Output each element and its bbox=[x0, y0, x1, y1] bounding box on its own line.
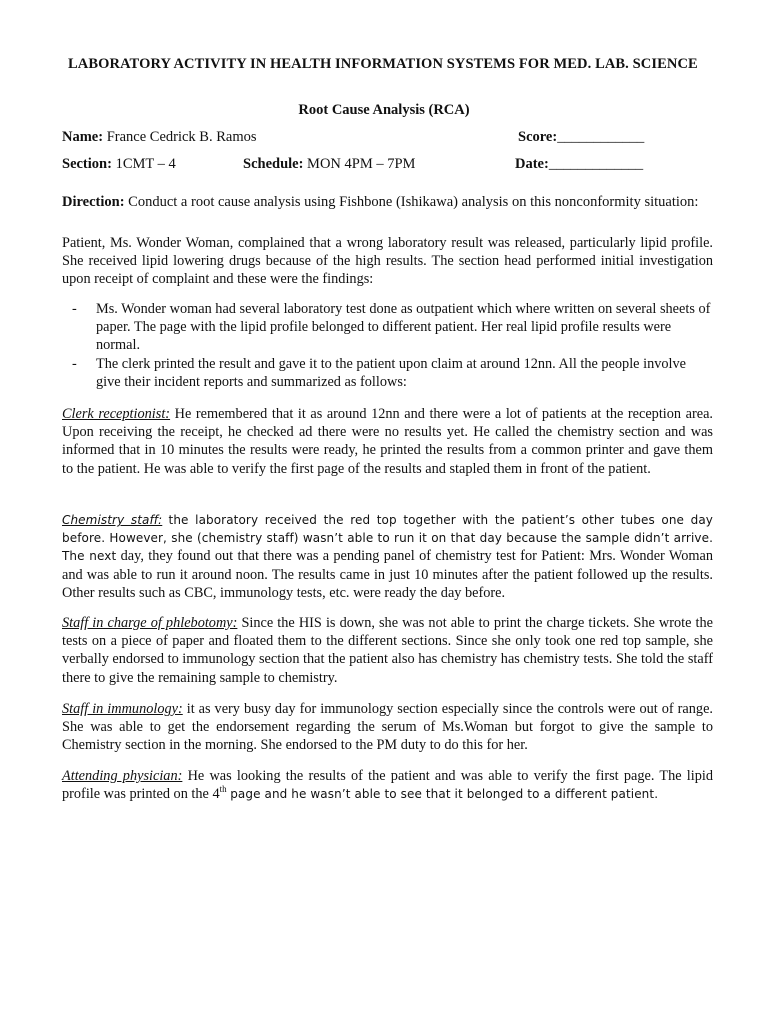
direction bbox=[62, 194, 698, 211]
report-text: it as very busy day for immunology section especially since the controls were out of range. She was able to get the endorsement regarding the serum of Ms.Woman but forgot to give the sample to Chemistry section in the morning. She endorsed to the PM duty to do this for her. bbox=[62, 701, 713, 754]
superscript: th bbox=[219, 784, 227, 795]
bullet-dash: - bbox=[72, 301, 77, 317]
report-text-a: the laboratory received the red top together with the patient’s other tubes one day before. However, she (chemistry staff) wasn’t able to run it on that day because the sample didn’t arrive. The next bbox=[62, 513, 713, 564]
name-value: France Cedrick B. Ramos bbox=[106, 129, 257, 145]
finding-item bbox=[62, 355, 713, 391]
schedule-label: Schedule: bbox=[243, 156, 304, 172]
findings-list bbox=[62, 300, 713, 391]
report-text-b: page and he wasn’t able to see that it belonged to a different patient. bbox=[230, 787, 659, 802]
report-label: Attending physician: bbox=[62, 768, 183, 784]
report-text-b: day, they found out that there was a pending panel of chemistry test for Patient: Mrs. Wonder Woman and was able to run it around noon. The results came in just 10 minutes after the patient followed up the results. Other results such as CBC, immunology tests, etc. were ready the day before. bbox=[62, 548, 713, 601]
date-label: Date: bbox=[515, 156, 549, 172]
finding-text: The clerk printed the result and gave it to the patient upon claim at around 12nn. All the people involve give their incident reports and summarized as follows: bbox=[96, 355, 686, 390]
section-value: 1CMT – 4 bbox=[115, 156, 176, 172]
report-clerk bbox=[62, 405, 713, 478]
score-field bbox=[518, 129, 644, 146]
report-physician bbox=[62, 767, 713, 803]
report-text: He remembered that it as around 12nn and there were a lot of patients at the reception area. Upon receiving the receipt, he checked ad there were no results yet. He called the chemistry section and was informed that in 10 minutes the results were ready, he printed the results from a common printer and gave them to the patient. He was able to verify the first page of the results and stapled them in front of the patient. bbox=[62, 406, 713, 477]
bullet-dash: - bbox=[72, 355, 77, 372]
name-field bbox=[62, 129, 257, 146]
date-field bbox=[515, 156, 643, 173]
report-chemistry bbox=[62, 511, 713, 602]
report-label: Chemistry staff: bbox=[62, 513, 163, 527]
report-label: Staff in immunology: bbox=[62, 701, 183, 717]
schedule-value: MON 4PM – 7PM bbox=[307, 156, 416, 172]
section-label: Section: bbox=[62, 156, 112, 172]
direction-text: Conduct a root cause analysis using Fishbone (Ishikawa) analysis on this nonconformity situation: bbox=[128, 194, 699, 210]
intro-paragraph: Patient, Ms. Wonder Woman, complained that a wrong laboratory result was released, particularly lipid profile. She received lipid lowering drugs because of the high results. The section head performed initial investigation upon receipt of complaint and these were the findings: bbox=[62, 235, 713, 288]
report-phlebotomy bbox=[62, 614, 713, 687]
date-blank: _____________ bbox=[548, 156, 644, 172]
report-text-a: He was looking the results of the patient and was able to verify the first page. The lipid profile was printed on the 4 bbox=[62, 768, 713, 803]
report-label: Clerk receptionist: bbox=[62, 406, 171, 422]
report-label: Staff in charge of phlebotomy: bbox=[62, 615, 238, 631]
section-field bbox=[62, 156, 176, 173]
finding-item bbox=[62, 300, 713, 355]
document-title: LABORATORY ACTIVITY IN HEALTH INFORMATION SYSTEMS FOR MED. LAB. SCIENCE bbox=[68, 56, 698, 72]
direction-label: Direction: bbox=[62, 194, 125, 210]
report-immunology bbox=[62, 700, 713, 755]
report-text: Since the HIS is down, she was not able to print the charge tickets. She wrote the tests on a piece of paper and floated them to the different sections. Since she only took one red top sample, she verbally endorsed to immunology section that the patient also has chemistry has chemistry tests. She told the staff there to give the remaining sample to chemistry. bbox=[62, 615, 713, 686]
score-blank: ____________ bbox=[557, 129, 645, 145]
finding-text: Ms. Wonder woman had several laboratory test done as outpatient which where written on several sheets of paper. The page with the lipid profile belonged to different patient. Her real lipid profile results were normal. bbox=[96, 301, 711, 354]
schedule-field bbox=[243, 156, 415, 173]
document-subtitle: Root Cause Analysis (RCA) bbox=[298, 102, 470, 118]
name-label: Name: bbox=[62, 129, 104, 145]
score-label: Score: bbox=[518, 129, 558, 145]
